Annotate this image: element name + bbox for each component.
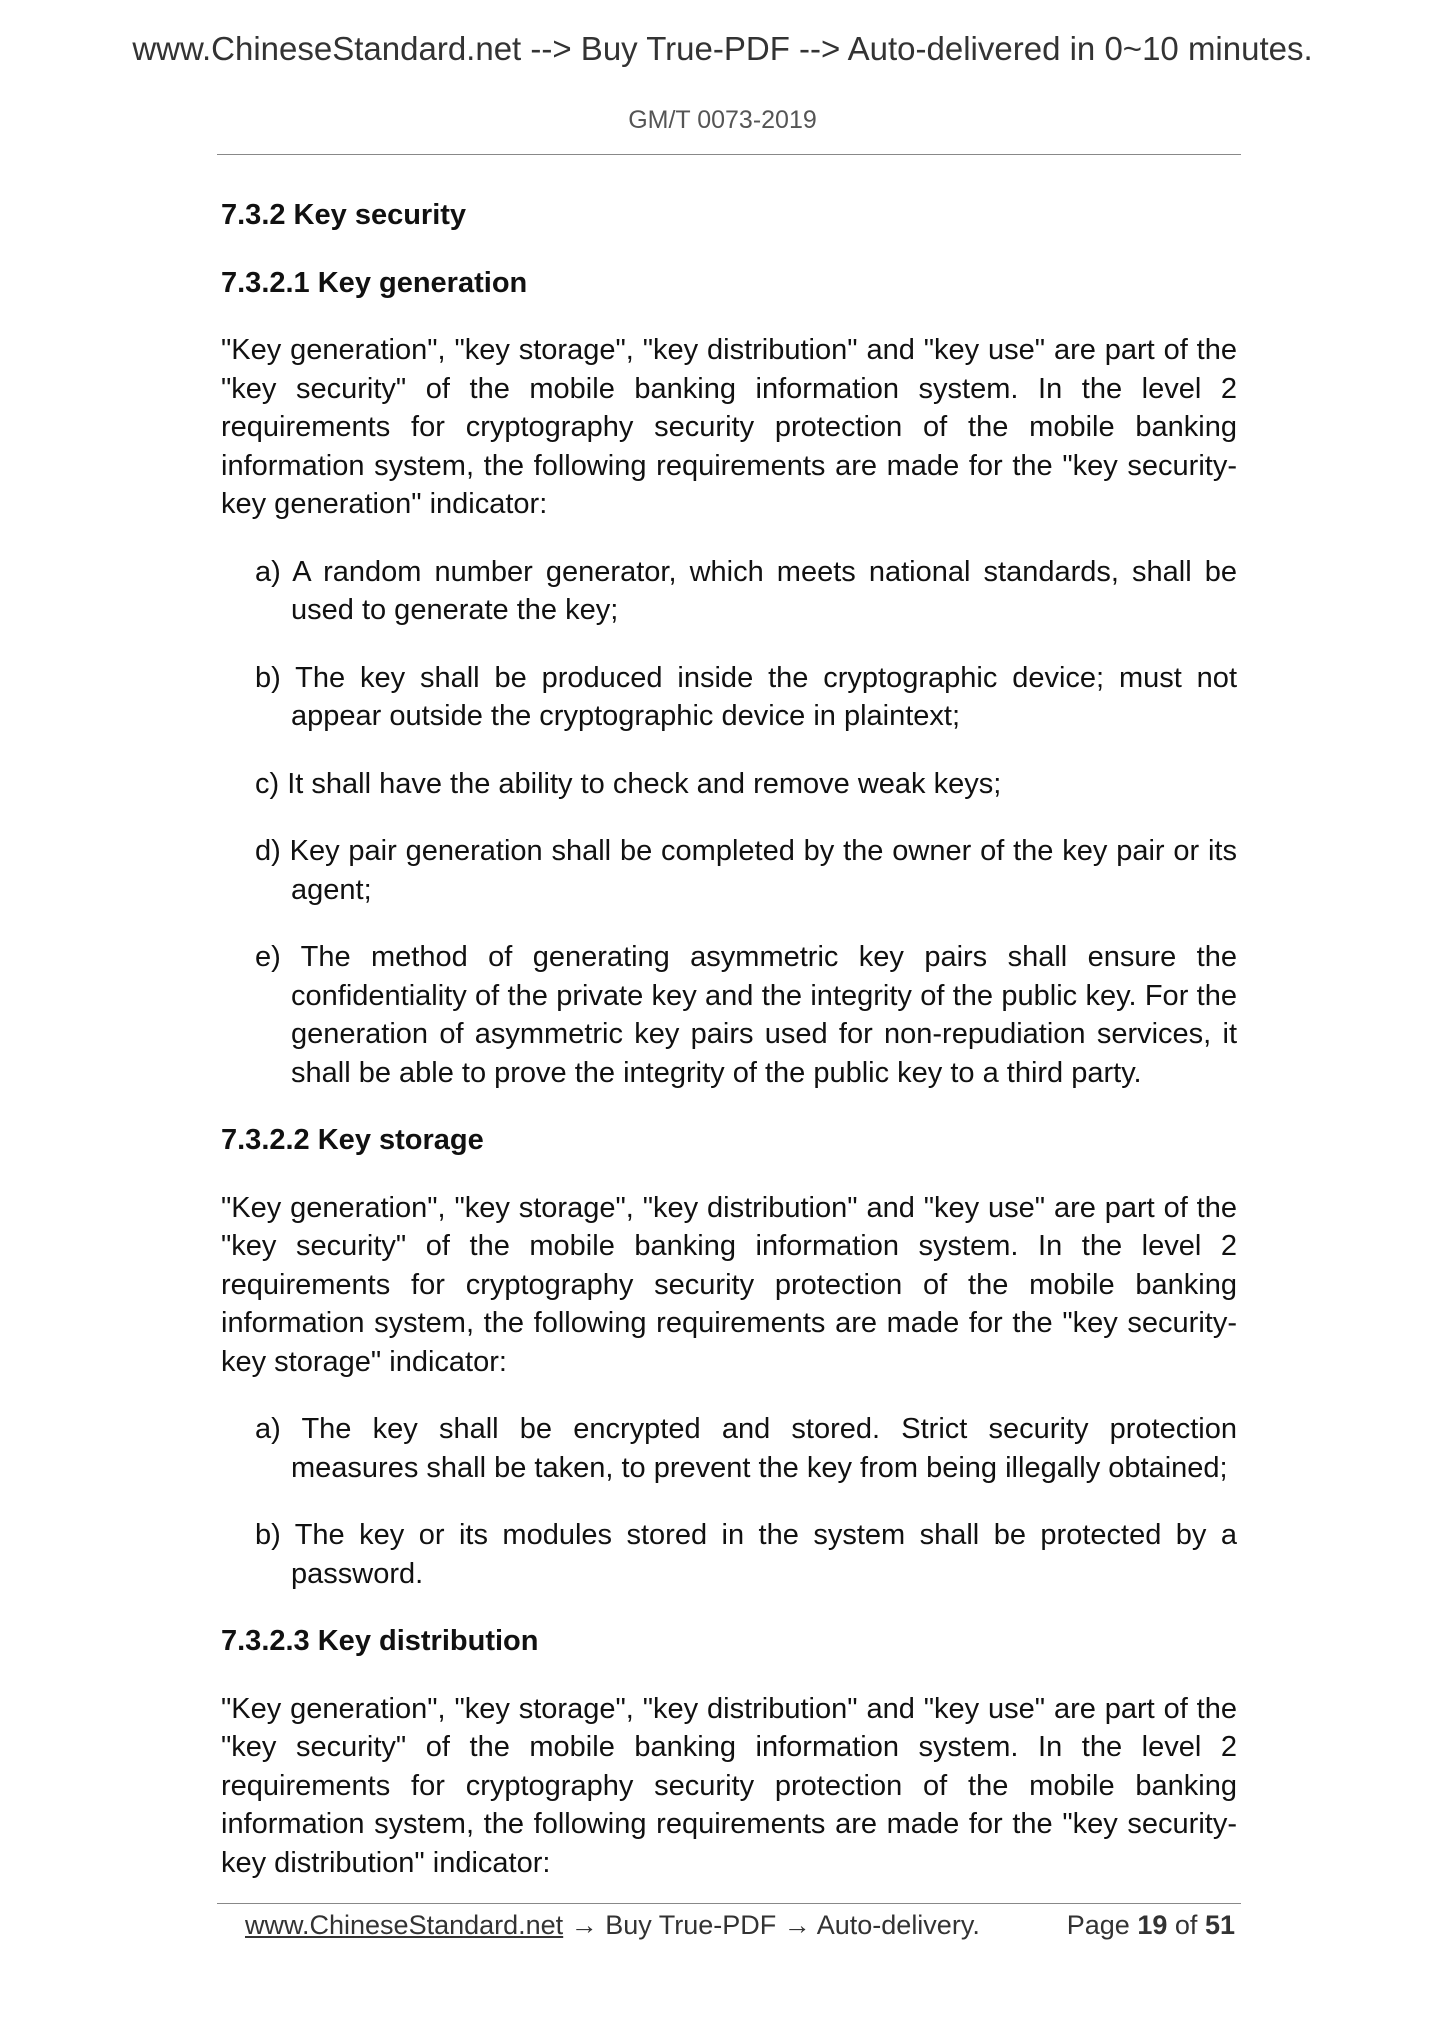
section-heading: 7.3.2 Key security: [221, 199, 467, 231]
subsection-heading: 7.3.2.2 Key storage: [221, 1124, 484, 1156]
subsection-key-distribution: [221, 1622, 1237, 1882]
list-item: b) The key or its modules stored in the system shall be protected by a password.: [255, 1519, 1237, 1590]
total-pages: 51: [1204, 1910, 1235, 1940]
list-item: a) A random number generator, which meets national standards, shall be used to generate the key;: [255, 555, 1237, 626]
footer-promo: [245, 1910, 980, 1941]
document-id: GM/T 0073-2019: [628, 106, 817, 134]
page-footer: [245, 1910, 1235, 1950]
subsection-heading: 7.3.2.1 Key generation: [221, 266, 528, 299]
list-item: e) The method of generating asymmetric key pairs shall ensure the confidentiality of the private key and the integrity of the public key. For the generation of asymmetric key pairs used for non-repudiation services, it shall be able to prove the integrity of the public key to a third party.: [255, 941, 1237, 1089]
list-item: a) The key shall be encrypted and stored. Strict security protection measures shall be taken, to prevent the key from being illegally obtained;: [255, 1413, 1237, 1484]
footer-site-link[interactable]: www.ChineseStandard.net: [245, 1910, 564, 1940]
footer-tagline: → Buy True-PDF → Auto-delivery.: [563, 1910, 980, 1940]
header-divider: [217, 154, 1241, 155]
of-label: of: [1174, 1910, 1198, 1940]
site-banner: www.ChineseStandard.net --> Buy True-PDF --> Auto-delivered in 0~10 minutes.: [132, 30, 1313, 67]
paragraph: "Key generation", "key storage", "key distribution" and "key use" are part of the "key security" of the mobile banking information system. In the level 2 requirements for cryptography security protection of the mobile banking information system, the following requirements are made for the "key security-key generation" indicator:: [221, 334, 1237, 520]
paragraph: "Key generation", "key storage", "key distribution" and "key use" are part of the "key security" of the mobile banking information system. In the level 2 requirements for cryptography security protection of the mobile banking information system, the following requirements are made for the "key security-key storage" indicator:: [221, 1191, 1237, 1378]
footer-divider: [217, 1903, 1241, 1904]
page-indicator: [1067, 1910, 1235, 1941]
requirement-list: [221, 553, 1237, 1093]
paragraph: "Key generation", "key storage", "key distribution" and "key use" are part of the "key security" of the mobile banking information system. In the level 2 requirements for cryptography security protection of the mobile banking information system, the following requirements are made for the "key security-key distribution" indicator:: [221, 1692, 1237, 1879]
list-item: c) It shall have the ability to check and remove weak keys;: [255, 767, 1002, 800]
list-item: d) Key pair generation shall be completed by the owner of the key pair or its agent;: [255, 835, 1237, 906]
subsection-key-storage: [221, 1121, 1237, 1593]
requirement-list: [221, 1410, 1237, 1593]
page-content: [221, 196, 1237, 1911]
subsection-key-generation: [221, 264, 1237, 1093]
list-item: b) The key shall be produced inside the cryptographic device; must not appear outside the cryptographic device in plaintext;: [255, 661, 1237, 732]
subsection-heading: 7.3.2.3 Key distribution: [221, 1625, 539, 1657]
page-number: 19: [1137, 1910, 1168, 1940]
page-label: Page: [1066, 1910, 1130, 1940]
